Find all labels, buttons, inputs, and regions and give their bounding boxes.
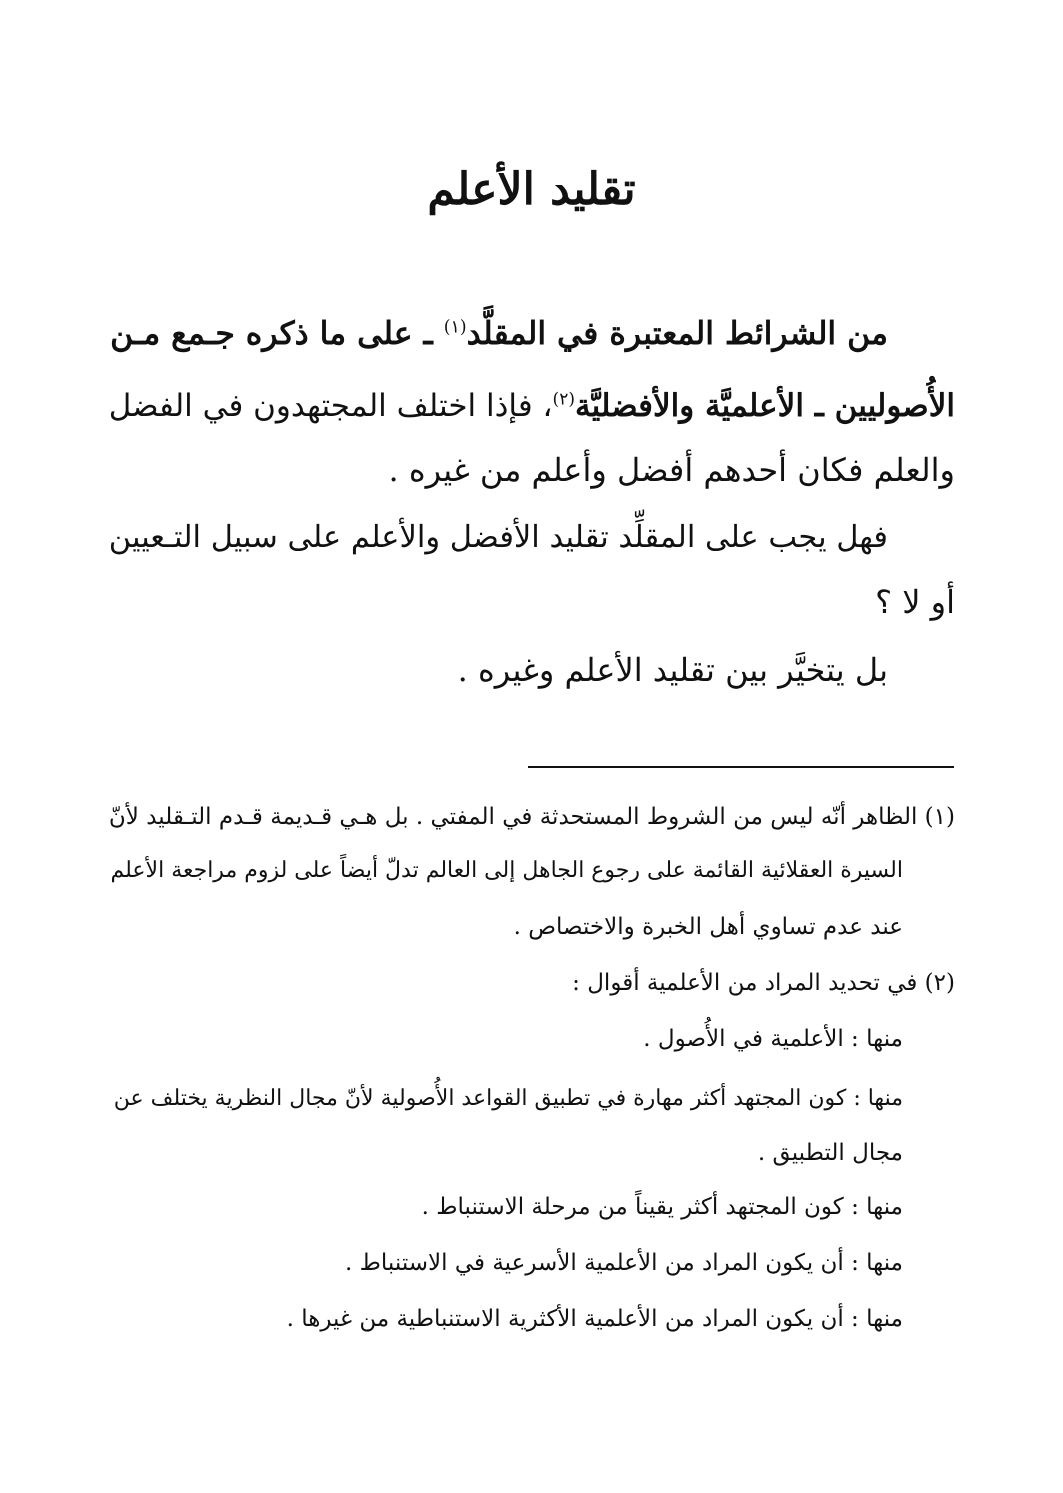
footnote-2-line: منها : كون المجتهد أكثر يقيناً من مرحلة الاستنباط .: [421, 1194, 903, 1220]
footnote-1-line: السيرة العقلائية القائمة على رجوع الجاهل إلى العالم تدلّ أيضاً على لزوم مراجعة الأعلم: [110, 858, 903, 883]
footnote-separator: [528, 766, 954, 768]
footnote-1-line: عند عدم تساوي أهل الخبرة والاختصاص .: [513, 914, 903, 940]
footnote-2-line: منها : أن يكون المراد من الأعلمية الأكثرية الاستنباطية من غيرها .: [286, 1306, 903, 1332]
body-line: [110, 312, 888, 356]
footnote-2-line: مجال التطبيق .: [757, 1140, 903, 1166]
body-line: والعلم فكان أحدهم أفضل وأعلم من غيره .: [388, 451, 955, 489]
bold-text: الأُصوليين ـ الأعلميَّة والأفضليَّة: [575, 388, 955, 424]
body-line: أو لا ؟: [875, 583, 955, 621]
footnote-2-line: (٢) في تحديد المراد من الأعلمية أقوال :: [572, 970, 955, 996]
body-line: بل يتخيَّر بين تقليد الأعلم وغيره .: [457, 651, 888, 689]
footnote-2-line: منها : أن يكون المراد من الأعلمية الأسرعية في الاستنباط .: [345, 1250, 903, 1276]
page-title: تقليد الأعلم: [427, 164, 636, 215]
body-line: [109, 384, 955, 428]
footnote-ref-2[interactable]: (٢): [552, 389, 575, 410]
bold-text: ـ على ما ذكره جـمع مـن: [110, 315, 444, 352]
footnote-2-line: منها : الأعلمية في الأُصول .: [643, 1026, 903, 1052]
body-line: فهل يجب على المقلِّد تقليد الأفضل والأعلم على سبيل التـعيين: [108, 520, 888, 555]
body-text: ، فإذا اختلف المجتهدون في الفضل: [108, 388, 553, 424]
footnote-1-line: (١) الظاهر أنّه ليس من الشروط المستحدثة في المفتي . بل هـي قـديمة قـدم التـقليد لأنّ: [108, 804, 955, 830]
bold-text: من الشرائط المعتبرة في المقلَّد: [466, 315, 888, 352]
footnote-2-line: منها : كون المجتهد أكثر مهارة في تطبيق القواعد الأُصولية لأنّ مجال النظرية يختلف عن: [113, 1086, 903, 1111]
footnote-ref-1[interactable]: (١): [443, 317, 467, 338]
